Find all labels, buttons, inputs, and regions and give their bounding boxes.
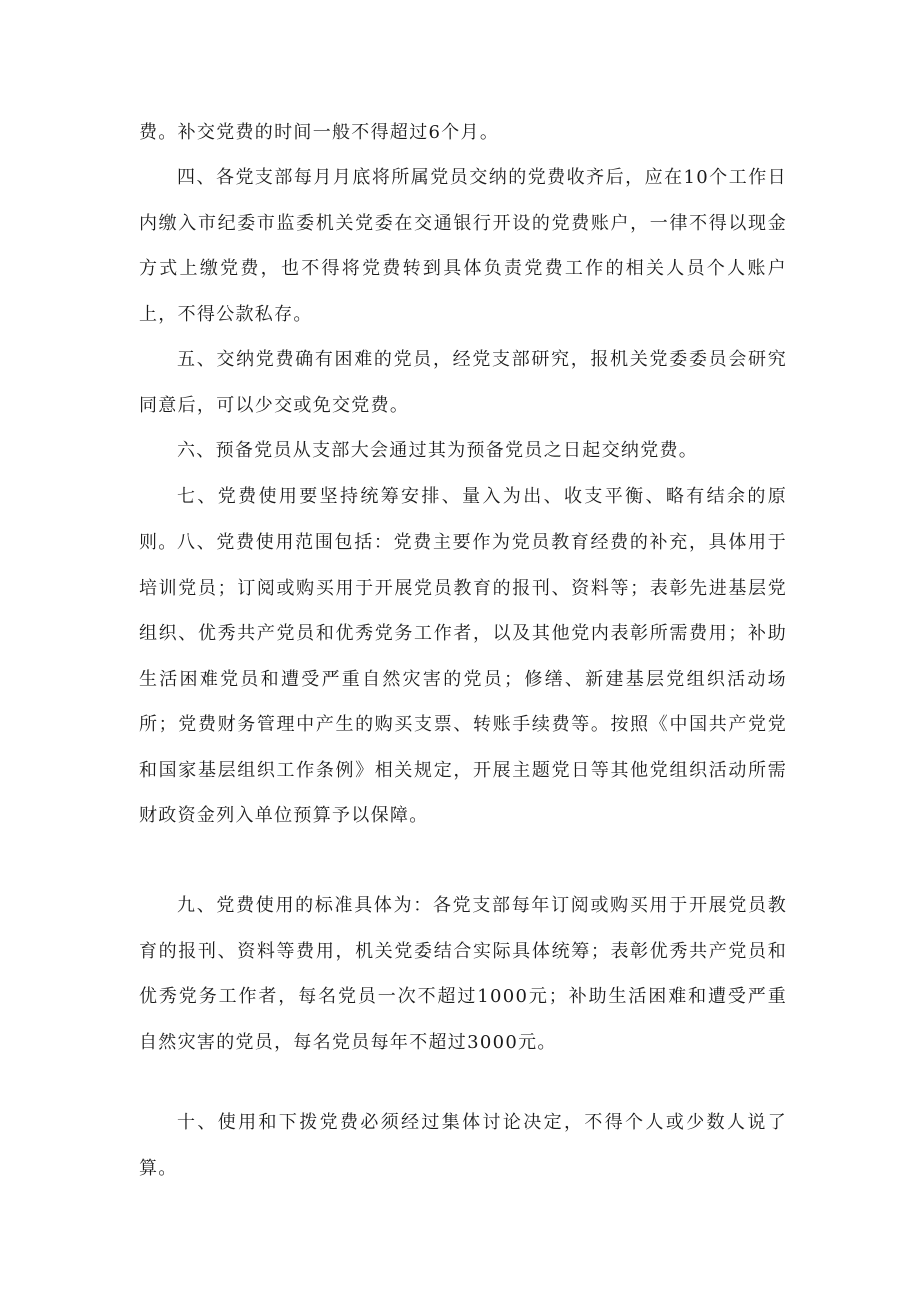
paragraph-item-5: 五、交纳党费确有困难的党员，经党支部研究，报机关党委委员会研究同意后，可以少交或免交党费。 [139,349,787,416]
paragraph-continuation: 费。补交党费的时间一般不得超过6个月。 [139,122,500,143]
paragraph-item-6: 六、预备党员从支部大会通过其为预备党员之日起交纳党费。 [177,440,699,461]
paragraph-item-4: 四、各党支部每月月底将所属党员交纳的党费收齐后，应在10个工作日内缴入市纪委市监委机关党委在交通银行开设的党费账户，一律不得以现金方式上缴党费，也不得将党费转到具体负责党费工作的相关人员个人账户上，不得公款私存。 [139,167,787,325]
paragraph-item-10: 十、使用和下拨党费必须经过集体讨论决定，不得个人或少数人说了算。 [139,1112,787,1179]
paragraph-item-7: 七、党费使用要坚持统筹安排、量入为出、收支平衡、略有结余的原则。 [139,486,787,553]
paragraph-item-9: 九、党费使用的标准具体为：各党支部每年订阅或购买用于开展党员教育的报刊、资料等费用，机关党委结合实际具体统筹；表彰优秀共产党员和优秀党务工作者，每名党员一次不超过1000元；补助生活困难和遭受严重自然灾害的党员，每名党员每年不超过3000元。 [139,895,787,1053]
paragraph-item-8: 八、党费使用范围包括：党费主要作为党员教育经费的补充，具体用于培训党员；订阅或购买用于开展党员教育的报刊、资料等；表彰先进基层党组织、优秀共产党员和优秀党务工作者，以及其他党内表彰所需费用；补助生活困难党员和遭受严重自然灾害的党员；修缮、新建基层党组织活动场所；党费财务管理中产生的购买支票、转账手续费等。按照《中国共产党党和国家基层组织工作条例》相关规定，开展主题党日等其他党组织活动所需财政资金列入单位预算予以保障。 [139,532,787,826]
